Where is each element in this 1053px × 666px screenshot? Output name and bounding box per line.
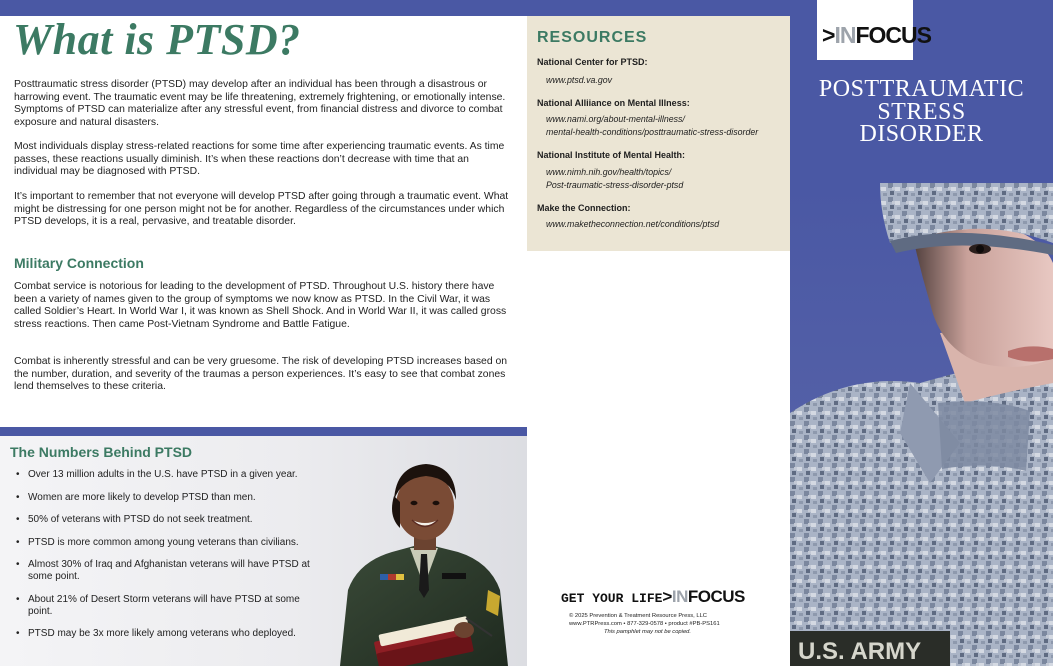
numbers-stripe [0, 427, 527, 436]
stat-item [14, 492, 324, 504]
soldier-photo [330, 440, 527, 666]
stat-text: Almost 30% of Iraq and Afghanistan veterans will have PTSD at some point. [28, 559, 310, 582]
page-title: What is PTSD? [13, 15, 301, 64]
stat-text: Over 13 million adults in the U.S. have PTSD in a given year. [28, 469, 298, 480]
bullet-icon: • [16, 593, 20, 605]
footer-logo-focus: FOCUS [687, 587, 745, 606]
bullet-icon: • [16, 514, 20, 525]
stat-item [14, 514, 324, 526]
footer-tagline: GET YOUR LIFE [561, 591, 663, 606]
cover-title-line-2: STRESS [877, 98, 966, 125]
numbers-heading: The Numbers Behind PTSD [10, 444, 193, 460]
resources-heading: RESOURCES [537, 29, 648, 46]
military-paragraph-1: Combat service is notorious for leading to the development of PTSD. Throughout U.S. history there have been a variety of names given to the group of symptoms we now know as PTSD. In the Civil War, it was called Soldier’s Heart. In World War I, it was known as Shell Shock. And in World War II, it was called gross stress reactions. Then came Post-Vietnam Syndrome and Battle Fatigue. [14, 281, 507, 331]
infocus-logo [822, 22, 931, 49]
cover-soldier-photo [790, 183, 1053, 666]
resource-label-ptsd-center: National Center for PTSD: [537, 57, 648, 67]
resource-link-ptsd-center[interactable]: www.ptsd.va.gov [546, 75, 613, 85]
resources-panel [527, 16, 790, 251]
stat-text: Women are more likely to develop PTSD than men. [28, 491, 256, 503]
footer-notice: This pamphlet may not be copied. [604, 629, 692, 635]
stat-text: PTSD may be 3x more likely among veterans who deployed. [28, 628, 296, 639]
resource-label-nami: National Alliiance on Mental Illness: [537, 98, 690, 108]
cover-title [790, 78, 1053, 146]
footer-arrow-icon: > [662, 587, 672, 606]
stat-list [14, 469, 324, 651]
bullet-icon: • [16, 559, 20, 570]
stat-text: About 21% of Desert Storm veterans will have PTSD at some point. [28, 593, 300, 617]
intro-paragraph-3: It’s important to remember that not everyone will develop PTSD after going through a traumatic event. What might be distressing for one person might not be for another. Regardless of the circumstances under which PTSD develops, it is a real, pervasive, and treatable disorder. [14, 191, 509, 228]
resource-link-nami-line-2[interactable]: mental-health-conditions/posttraumatic-stress-disorder [546, 127, 759, 137]
resource-link-nimh-line-1[interactable]: www.nimh.nih.gov/health/topics/ [546, 167, 672, 177]
resource-link-nimh-line-2[interactable]: Post-traumatic-stress-disorder-ptsd [546, 180, 684, 190]
footer-copyright: © 2025 Prevention & Treatment Resource Press, LLC [569, 613, 707, 619]
stat-text: 50% of veterans with PTSD do not seek treatment. [28, 514, 253, 525]
military-paragraph-2: Combat is inherently stressful and can be very gruesome. The risk of developing PTSD increases based on the number, duration, and severity of the traumas a person experiences. It’s easy to see that combat zones lend themselves to these criteria. [14, 356, 508, 393]
bullet-icon: • [16, 536, 20, 548]
stat-item [14, 628, 324, 640]
resource-link-make-the-connection[interactable]: www.maketheconnection.net/conditions/ptsd [546, 219, 720, 229]
footer-contact: www.PTRPress.com • 877-329-0578 • product #PB-PS161 [569, 621, 720, 627]
stat-item [14, 537, 324, 549]
footer-logo [561, 587, 745, 607]
cover-title-line-3: DISORDER [859, 121, 984, 147]
stat-item [14, 594, 324, 618]
bullet-icon: • [16, 628, 20, 639]
stat-text: PTSD is more common among young veterans than civilians. [28, 536, 299, 548]
logo-arrow-icon: > [822, 22, 835, 48]
military-connection-heading: Military Connection [14, 255, 144, 271]
intro-paragraph-2: Most individuals display stress-related reactions for some time after experiencing traumatic events. As time passes, these reactions usually diminish. It’s when these reactions don’t decrease with time that an individual may be diagnosed with PTSD. [14, 141, 505, 178]
intro-paragraph-1: Posttraumatic stress disorder (PTSD) may develop after an individual has been through a disastrous or harrowing event. The traumatic event may be life threatening, extremely frightening, or emotionally intense. Symptoms of PTSD can materialize after any stressful event, from financial distress and divorce to combat exposure and natural disasters. [14, 79, 506, 129]
resource-label-make-the-connection: Make the Connection: [537, 203, 631, 213]
bullet-icon: • [16, 469, 20, 480]
resource-label-nimh: National Institute of Mental Health: [537, 150, 686, 160]
logo-focus: FOCUS [855, 22, 931, 48]
cover-title-line-1: POSTTRAUMATIC [818, 76, 1025, 102]
footer-logo-in: IN [671, 587, 688, 606]
name-tape-text: U.S. ARMY [798, 638, 922, 665]
stat-item [14, 469, 324, 481]
resource-link-nami-line-1[interactable]: www.nami.org/about-mental-illness/ [546, 114, 685, 124]
logo-in: IN [834, 22, 856, 48]
bullet-icon: • [16, 491, 20, 503]
stat-item [14, 559, 324, 583]
